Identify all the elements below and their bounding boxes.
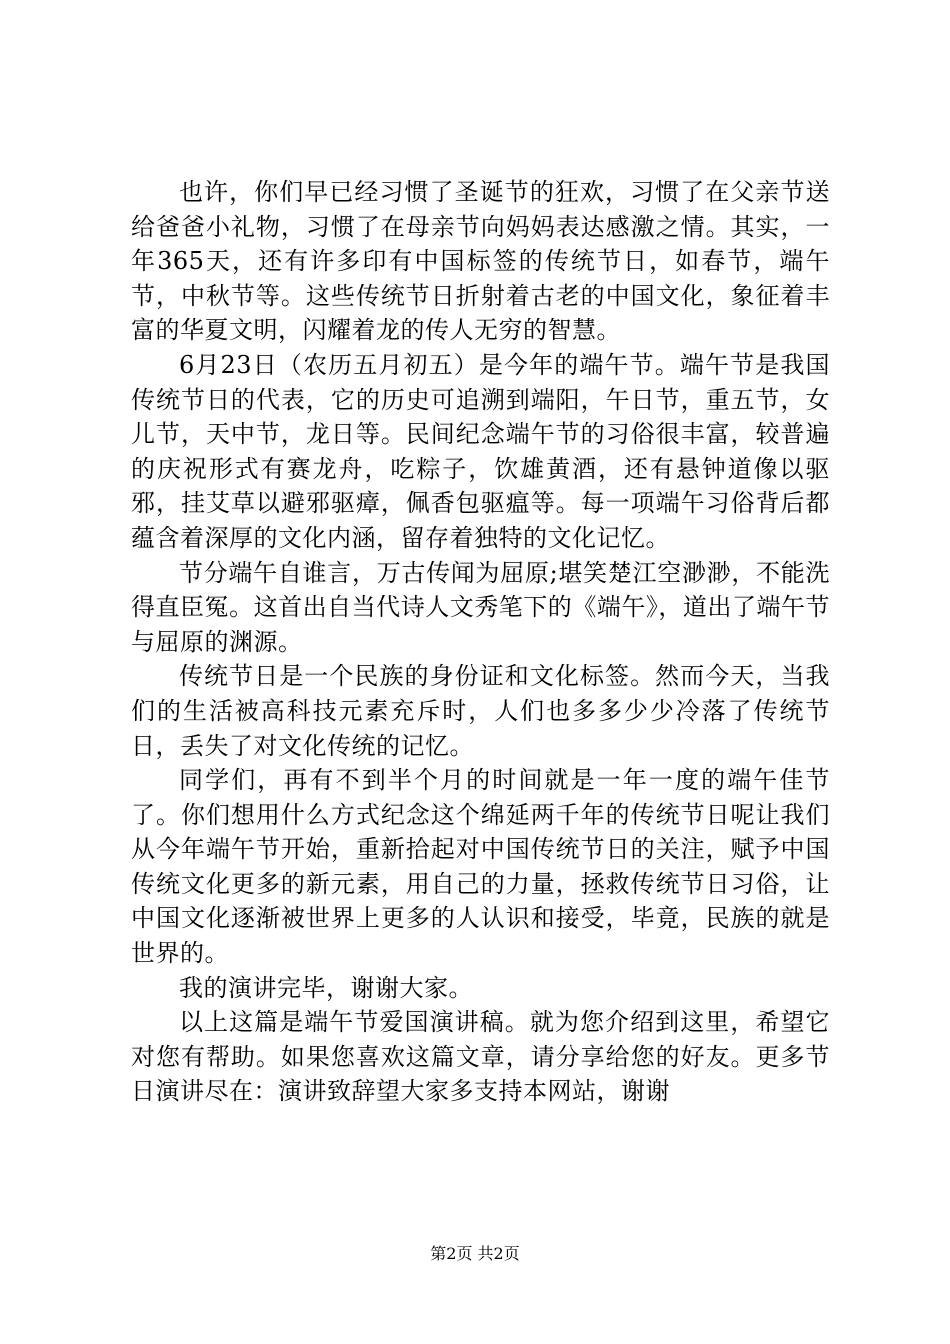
- paragraph-tradition: 传统节日是一个民族的身份证和文化标签。然而今天，当我们的生活被高科技元素充斥时，人们也多多少少冷落了传统节日，丢失了对文化传统的记忆。: [131, 662, 830, 760]
- page-number-footer: 第2页 共2页: [430, 1244, 520, 1263]
- paragraph-closing: 我的演讲完毕，谢谢大家。: [179, 973, 473, 1002]
- paragraph-site-note: 以上这篇是端午节爱国演讲稿。就为您介绍到这里，希望它对您有帮助。如果您喜欢这篇文章，请分享给您的好友。更多节日演讲尽在：演讲致辞望大家多支持本网站，谢谢: [131, 1008, 830, 1106]
- paragraph-dragon-boat-festival: 6月23日（农历五月初五）是今年的端午节。端午节是我国传统节日的代表，它的历史可追溯到端阳，午日节，重五节，女儿节，天中节，龙日等。民间纪念端午节的习俗很丰富，较普遍的庆祝形式有赛龙舟，吃粽子，饮雄黄酒，还有悬钟道像以驱邪，挂艾草以避邪驱瘴，佩香包驱瘟等。每一项端午习俗背后都蕴含着深厚的文化内涵，留存着独特的文化记忆。: [131, 350, 830, 552]
- paragraph-poem: 节分端午自谁言，万古传闻为屈原;堪笑楚江空渺渺，不能洗得直臣冤。这首出自当代诗人文秀笔下的《端午》，道出了端午节与屈原的渊源。: [131, 558, 830, 656]
- document-body: [131, 175, 830, 1109]
- paragraph-call-to-action: 同学们，再有不到半个月的时间就是一年一度的端午佳节了。你们想用什么方式纪念这个绵延两千年的传统节日呢让我们从今年端午节开始，重新拾起对中国传统节日的关注，赋予中国传统文化更多的新元素，用自己的力量，拯救传统节日习俗，让中国文化逐渐被世界上更多的人认识和接受，毕竟，民族的就是世界的。: [131, 766, 830, 968]
- paragraph-intro: 也许，你们早已经习惯了圣诞节的狂欢，习惯了在父亲节送给爸爸小礼物，习惯了在母亲节向妈妈表达感激之情。其实，一年365天，还有许多印有中国标签的传统节日，如春节，端午节，中秋节等。这些传统节日折射着古老的中国文化，象征着丰富的华夏文明，闪耀着龙的传人无穷的智慧。: [131, 178, 830, 345]
